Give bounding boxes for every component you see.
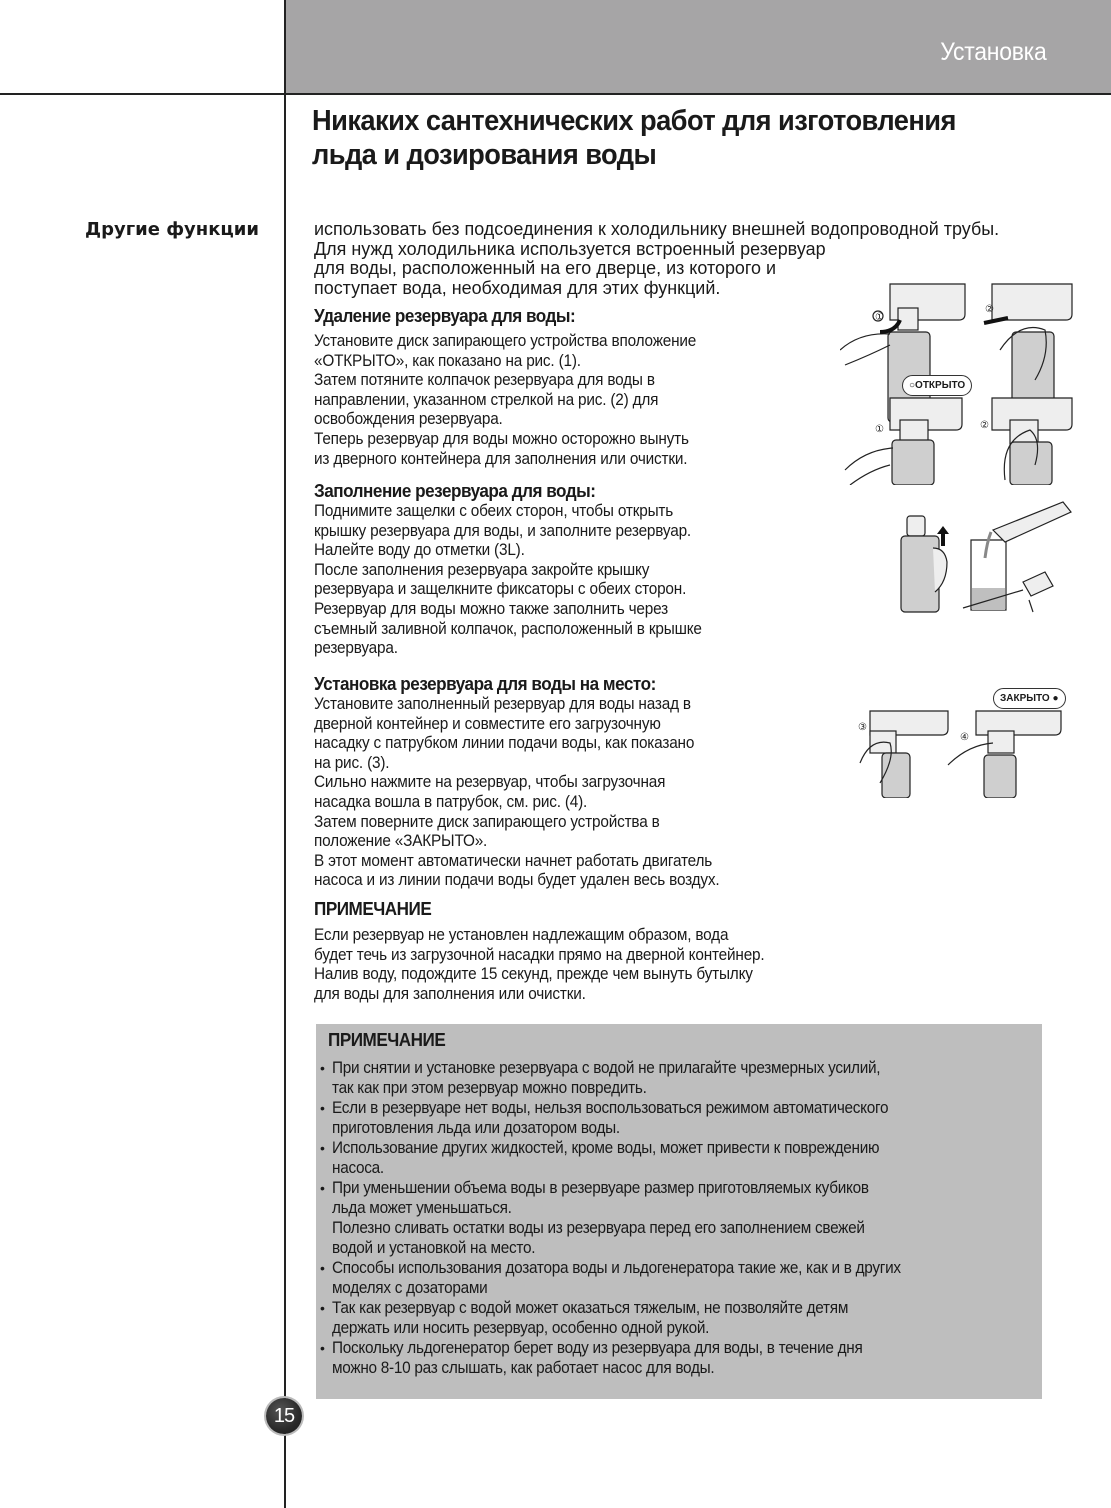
note-list-item [320, 1138, 1040, 1158]
section-remove-tank [314, 305, 725, 469]
intro-line: для воды, расположенный на его дверце, из которого и [314, 257, 777, 278]
note-list-item [320, 1098, 1040, 1118]
note-list-item [320, 1118, 1040, 1138]
section-reinstall-tank [314, 673, 750, 891]
section-title: Установка [939, 38, 1046, 66]
note-box-list [320, 1058, 1040, 1378]
bullet-icon: • [320, 1300, 325, 1316]
step-label-2: ② [985, 304, 994, 315]
open-label: ОТКРЫТО [915, 380, 966, 391]
note-item-text: При уменьшении объема воды в резервуаре размер приготовляемых кубиков [332, 1179, 869, 1197]
intro-line: использовать без подсоединения к холодильнику внешней водопроводной трубы. [314, 218, 1000, 239]
note-item-text: льда может уменьшаться. [332, 1199, 512, 1217]
body-line: дверной контейнер и совместите его загрузочную [314, 714, 661, 733]
intro-line: Для нужд холодильника используется встроенный резервуар [314, 237, 826, 259]
body-line: на рис. (3). [314, 753, 390, 772]
body-line: съемный заливной колпачок, расположенный в крышке [314, 619, 702, 638]
note-list-item [320, 1258, 1040, 1278]
body-line: из дверного контейнера для заполнения или очистки. [314, 449, 688, 468]
body-line: «ОТКРЫТО», как показано на рис. (1). [314, 351, 581, 370]
intro-line: поступает вода, необходимая для этих функций. [314, 276, 721, 298]
section-body [314, 502, 731, 659]
bullet-icon: • [320, 1260, 325, 1276]
body-line: крышку резервуара для воды, и заполните резервуар. [314, 521, 691, 540]
note-list-item [320, 1318, 1040, 1338]
note-item-text: водой и установкой на место. [332, 1239, 536, 1257]
note-list-item [320, 1218, 1040, 1238]
section-fill-tank [314, 480, 731, 659]
note-box-title: ПРИМЕЧАНИЕ [328, 1030, 446, 1050]
body-line: будет течь из загрузочной насадки прямо на дверной контейнер. [314, 945, 765, 964]
section-heading: Удаление резервуара для воды: [314, 306, 576, 326]
body-line: резервуара и защелкните фиксаторы с обеих сторон. [314, 580, 687, 599]
note-item-text: Полезно сливать остатки воды из резервуара перед его заполнением свежей [332, 1219, 865, 1237]
figure-fill-tank [893, 500, 1083, 625]
body-line: Установите заполненный резервуар для воды назад в [314, 695, 691, 713]
body-line: Затем поверните диск запирающего устройства в [314, 812, 660, 831]
note-list-item [320, 1158, 1040, 1178]
note-list-item [320, 1338, 1040, 1358]
note-heading: ПРИМЕЧАНИЕ [314, 899, 432, 919]
note-item-text: можно 8-10 раз слышать, как работает насос для воды. [332, 1359, 715, 1377]
note-list-item [320, 1198, 1040, 1218]
page-title-line-2: льда и дозирования воды [312, 139, 657, 171]
note-item-text: так как при этом резервуар можно повредить. [332, 1079, 647, 1097]
body-line: для воды для заполнения или очистки. [314, 984, 586, 1003]
note-item-text: Способы использования дозатора воды и льдогенератора такие же, как и в других [332, 1259, 901, 1277]
body-line: резервуара. [314, 639, 398, 658]
body-line: насадку с патрубком линии подачи воды, как показано [314, 734, 695, 753]
body-line: направлении, указанном стрелкой на рис. (2) для [314, 390, 659, 409]
body-line: После заполнения резервуара закройте крышку [314, 560, 650, 579]
note-item-text: Если в резервуаре нет воды, нельзя воспользоваться режимом автоматического [332, 1099, 889, 1117]
note-item-text: моделях с дозаторами [332, 1279, 488, 1297]
body-line: Установите диск запирающего устройства вположение [314, 332, 697, 350]
note-list-item [320, 1278, 1040, 1298]
body-line: Сильно нажмите на резервуар, чтобы загрузочная [314, 773, 666, 792]
vertical-divider [284, 0, 286, 1508]
body-line: Налейте воду до отметки (3L). [314, 541, 525, 560]
note-list-item [320, 1178, 1040, 1198]
note-item-text: Использование других жидкостей, кроме воды, может привести к повреждению [332, 1139, 880, 1157]
section-body [314, 332, 725, 469]
note-body [314, 926, 798, 1004]
step-label-3: ③ [858, 722, 867, 733]
bullet-icon: • [320, 1180, 325, 1196]
body-line: Налив воду, подождите 15 секунд, прежде чем вынуть бутылку [314, 965, 753, 984]
note-item-text: держать или носить резервуар, особенно одной рукой. [332, 1319, 710, 1337]
body-line: насадка вошла в патрубок, см. рис. (4). [314, 792, 588, 811]
note-list-item [320, 1238, 1040, 1258]
step-label-2b: ② [980, 420, 989, 431]
open-circle-icon: ○ [909, 380, 916, 391]
note-item-text: насоса. [332, 1159, 384, 1177]
figure-remove-tank [840, 280, 1085, 485]
note-item-text: приготовления льда или дозатором воды. [332, 1119, 620, 1137]
note-list-item [320, 1078, 1040, 1098]
page-number: 15 [266, 1398, 302, 1434]
header-band [286, 0, 1111, 93]
bullet-icon: • [320, 1140, 325, 1156]
illustration-fill-tank [893, 500, 1083, 625]
section-note [314, 898, 798, 1004]
body-line: Теперь резервуар для воды можно осторожно вынуть [314, 429, 689, 448]
horizontal-divider [0, 93, 1111, 95]
bullet-icon: • [320, 1060, 325, 1076]
note-item-text: При снятии и установке резервуара с водой не прилагайте чрезмерных усилий, [332, 1059, 881, 1077]
closed-label: ЗАКРЫТО [1000, 693, 1050, 704]
body-line: положение «ЗАКРЫТО». [314, 832, 488, 851]
section-heading: Заполнение резервуара для воды: [314, 481, 596, 501]
closed-position-badge [993, 688, 1066, 709]
bullet-icon: • [320, 1100, 325, 1116]
body-line: Резервуар для воды можно также заполнить через [314, 599, 668, 618]
note-item-text: Поскольку льдогенератор берет воду из резервуара для воды, в течение дня [332, 1339, 863, 1357]
page-title-line-1: Никаких сантехнических работ для изготовления [312, 105, 956, 137]
step-label-1b: ① [875, 424, 884, 435]
section-heading: Установка резервуара для воды на место: [314, 674, 656, 694]
body-line: Если резервуар не установлен надлежащим образом, вода [314, 926, 729, 944]
body-line: Поднимите защелки с обеих сторон, чтобы открыть [314, 502, 674, 520]
body-line: Затем потяните колпачок резервуара для воды в [314, 371, 655, 390]
step-label-4: ④ [960, 732, 969, 743]
body-line: насоса и из линии подачи воды будет удален весь воздух. [314, 871, 720, 890]
note-list-item [320, 1058, 1040, 1078]
note-list-item [320, 1358, 1040, 1378]
note-item-text: Так как резервуар с водой может оказаться тяжелым, не позволяйте детям [332, 1299, 849, 1317]
body-line: В этот момент автоматически начнет работать двигатель [314, 851, 713, 870]
step-label-1: ① [875, 312, 884, 323]
sidebar-label: Другие функции [85, 219, 259, 240]
body-line: освобождения резервуара. [314, 410, 503, 429]
bullet-icon: • [320, 1340, 325, 1356]
note-list-item [320, 1298, 1040, 1318]
section-body [314, 695, 750, 891]
page-title [312, 104, 956, 172]
closed-dot-icon: ● [1052, 693, 1059, 704]
open-position-badge [902, 375, 972, 396]
note-box [316, 1024, 1042, 1399]
figure-reinstall-tank [848, 683, 1083, 798]
